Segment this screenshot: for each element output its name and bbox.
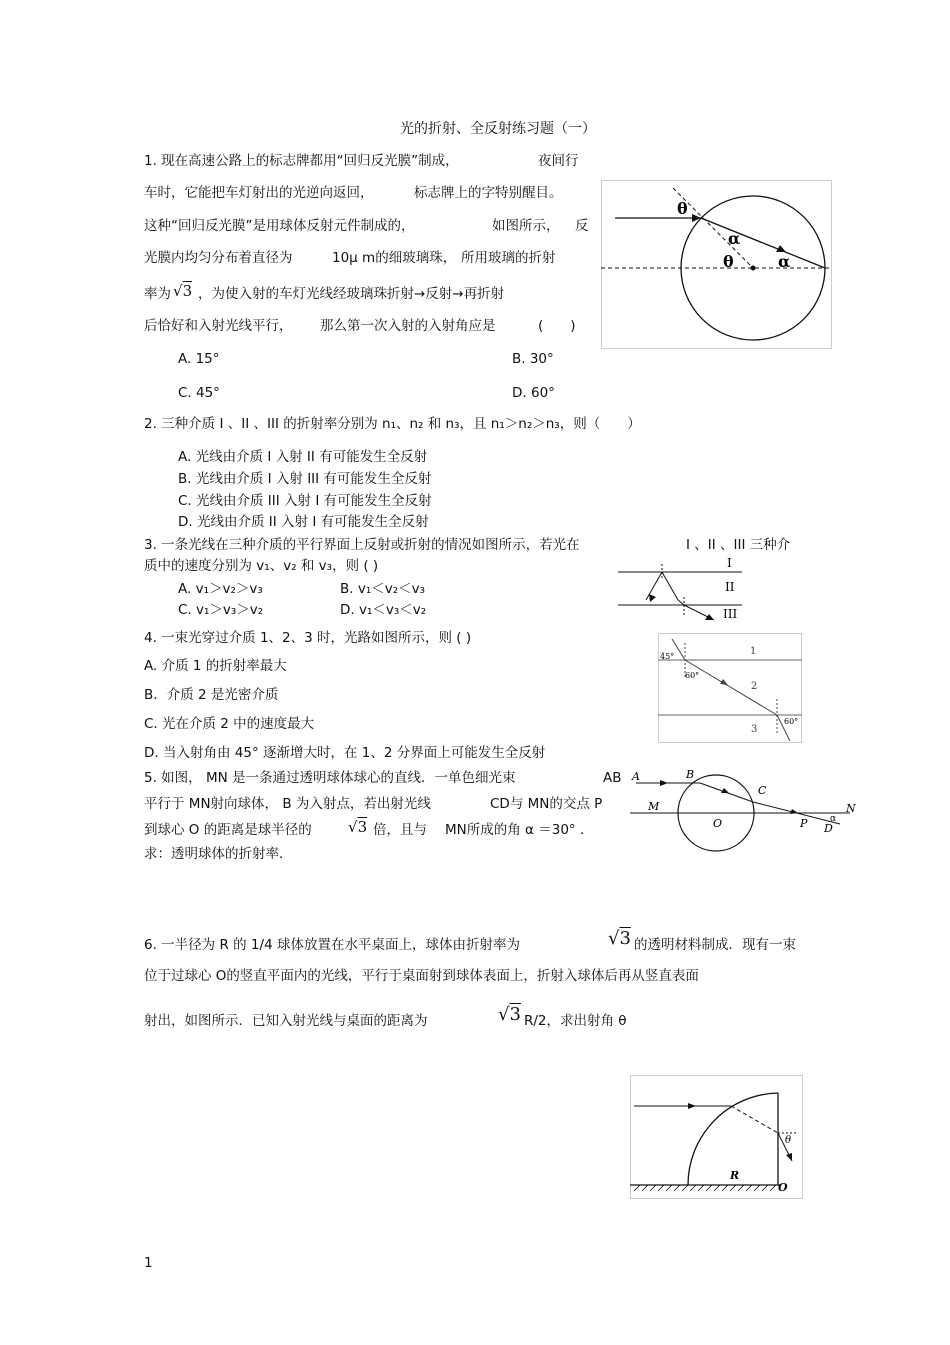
q5-label-b: B [686,768,695,781]
q4-option-d: D. 当入射角由 45° 逐渐增大时，在 1、2 分界面上可能发生全反射 [144,745,546,761]
q1-line2b: 标志牌上的字特别醒目。 [414,185,563,201]
q6-figure [630,1075,803,1199]
q1-line4c: 所用玻璃的折射 [461,250,556,266]
q1-line4b: 10μ m的细玻璃珠， [332,250,457,266]
q1-option-c: C. 45° [178,385,220,401]
q1-theta-label: θ [677,199,688,218]
q5-label-m: M [648,800,660,813]
q1-line6b: 那么第一次入射的入射角应是 [320,318,496,334]
q1-sqrt3: √3 [173,282,193,300]
q1-line2: 车时，它能把车灯射出的光逆向返回， [144,185,374,201]
q1-figure [601,180,832,349]
q3-medium-2: II [725,580,735,594]
q5-label-d: D [824,822,833,835]
q3-figure [616,556,744,622]
page-title: 光的折射、全反射练习题（一） [400,121,596,137]
q5-line3c: MN所成的角 α ＝30° ． [445,822,594,838]
q3-line2: 质中的速度分别为 v₁、v₂ 和 v₃，则 ( ) [144,558,379,574]
q5-sqrt3-radicand: 3 [357,818,368,836]
q5-line3b: 倍，且与 [373,822,427,838]
q5-label-a: A [632,770,640,783]
q1-line1b: 夜间行 [538,153,579,169]
q4-medium-3: 3 [751,724,758,735]
q3-option-b: B. v₁＜v₂＜v₃ [340,581,426,597]
q4-option-a: A. 介质 1 的折射率最大 [144,658,287,674]
q5-label-c: C [758,784,767,797]
q6-label-r: R [730,1169,740,1182]
q4-medium-1: 1 [750,646,757,657]
q1-sqrt3-radicand: 3 [182,282,193,300]
q1-option-a: A. 15° [178,351,220,367]
q5-label-o: O [713,817,723,830]
q6-sqrt3-radicand-a: 3 [619,928,631,949]
q2-option-a: A. 光线由介质 I 入射 II 有可能发生全反射 [178,449,428,465]
q6-line1: 6. 一半径为 R 的 1/4 球体放置在水平桌面上，球体由折射率为 [144,937,520,953]
q1-theta-label-2: θ [723,252,734,271]
q4-angle-60-a: 60° [685,671,700,680]
q3-option-c: C. v₁＞v₃＞v₂ [178,602,264,618]
q5-label-p: P [800,817,808,830]
q1-line3c: 反 [575,218,589,234]
q5-sqrt3: √3 [348,818,368,836]
q4-angle-60-b: 60° [784,717,799,726]
q4-stem: 4. 一束光穿过介质 1、2、3 时，光路如图所示，则 ( ) [144,630,472,646]
q6-label-o: O [778,1181,788,1194]
q6-sqrt3-radicand-b: 3 [509,1004,521,1025]
q5-label-n: N [846,802,856,815]
q3-line1b: I 、II 、III 三种介 [686,537,791,553]
q6-sqrt3-a: √3 [608,928,631,949]
q1-line1: 1. 现在高速公路上的标志牌都用“回归反光膜”制成， [144,153,459,169]
q2-option-c: C. 光线由介质 III 入射 I 有可能发生全反射 [178,493,432,509]
q5-label-alpha: α [830,814,837,824]
q5-line2: 平行于 MN射向球体， B 为入射点，若出射光线 [144,796,431,812]
q1-line6: 后恰好和入射光线平行， [144,318,293,334]
q3-medium-3: III [723,607,738,621]
q5-line2b: CD与 MN的交点 P [490,796,603,812]
q1-alpha-label: α [728,229,741,248]
q1-option-d: D. 60° [512,385,555,401]
q1-alpha-label-2: α [778,252,791,271]
q5-line1b: AB [603,770,622,786]
q6-line1b: 的透明材料制成．现有一束 [634,937,796,953]
q2-stem: 2. 三种介质 I 、II 、III 的折射率分别为 n₁、n₂ 和 n₃，且 n₁＞n₂＞n₃，则（ ） [144,416,641,432]
q1-line5b: ，为使入射的车灯光线经玻璃珠折射→反射→再折射 [198,286,505,302]
q4-option-b: B．介质 2 是光密介质 [144,687,279,703]
q3-option-d: D. v₁＜v₃＜v₂ [340,602,427,618]
q1-line5a: 率为 [144,286,171,302]
q1-paren: ( ) [538,318,576,334]
q2-option-d: D. 光线由介质 II 入射 I 有可能发生全反射 [178,514,429,530]
q1-line4: 光膜内均匀分布着直径为 [144,250,293,266]
q6-label-theta: θ [785,1135,792,1146]
q1-line3b: 如图所示， [492,218,560,234]
q1-line3: 这种“回归反光膜”是用球体反射元件制成的， [144,218,415,234]
q4-option-c: C. 光在介质 2 中的速度最大 [144,716,315,732]
q5-line4: 求：透明球体的折射率． [144,846,293,862]
q4-medium-2: 2 [751,681,758,692]
q3-line1: 3. 一条光线在三种介质的平行界面上反射或折射的情况如图所示，若光在 [144,537,580,553]
q4-figure [658,633,802,743]
q6-line3b: R/2，求出射角 θ [524,1013,627,1029]
q4-angle-45: 45° [660,652,675,661]
q5-line1: 5. 如图， MN 是一条通过透明球体球心的直线．一单色细光束 [144,770,516,786]
q5-line3: 到球心 O 的距离是球半径的 [144,822,312,838]
q6-sqrt3-b: √3 [498,1004,521,1025]
page-number: 1 [144,1255,153,1271]
q2-option-b: B. 光线由介质 I 入射 III 有可能发生全反射 [178,471,432,487]
q1-option-b: B. 30° [512,351,554,367]
q3-medium-1: I [727,556,732,570]
q6-line3: 射出，如图所示．已知入射光线与桌面的距离为 [144,1013,428,1029]
q6-line2: 位于过球心 O的竖直平面内的光线，平行于桌面射到球体表面上，折射入球体后再从竖直表面 [144,968,699,984]
q5-figure [630,766,856,860]
q3-option-a: A. v₁＞v₂＞v₃ [178,581,263,597]
